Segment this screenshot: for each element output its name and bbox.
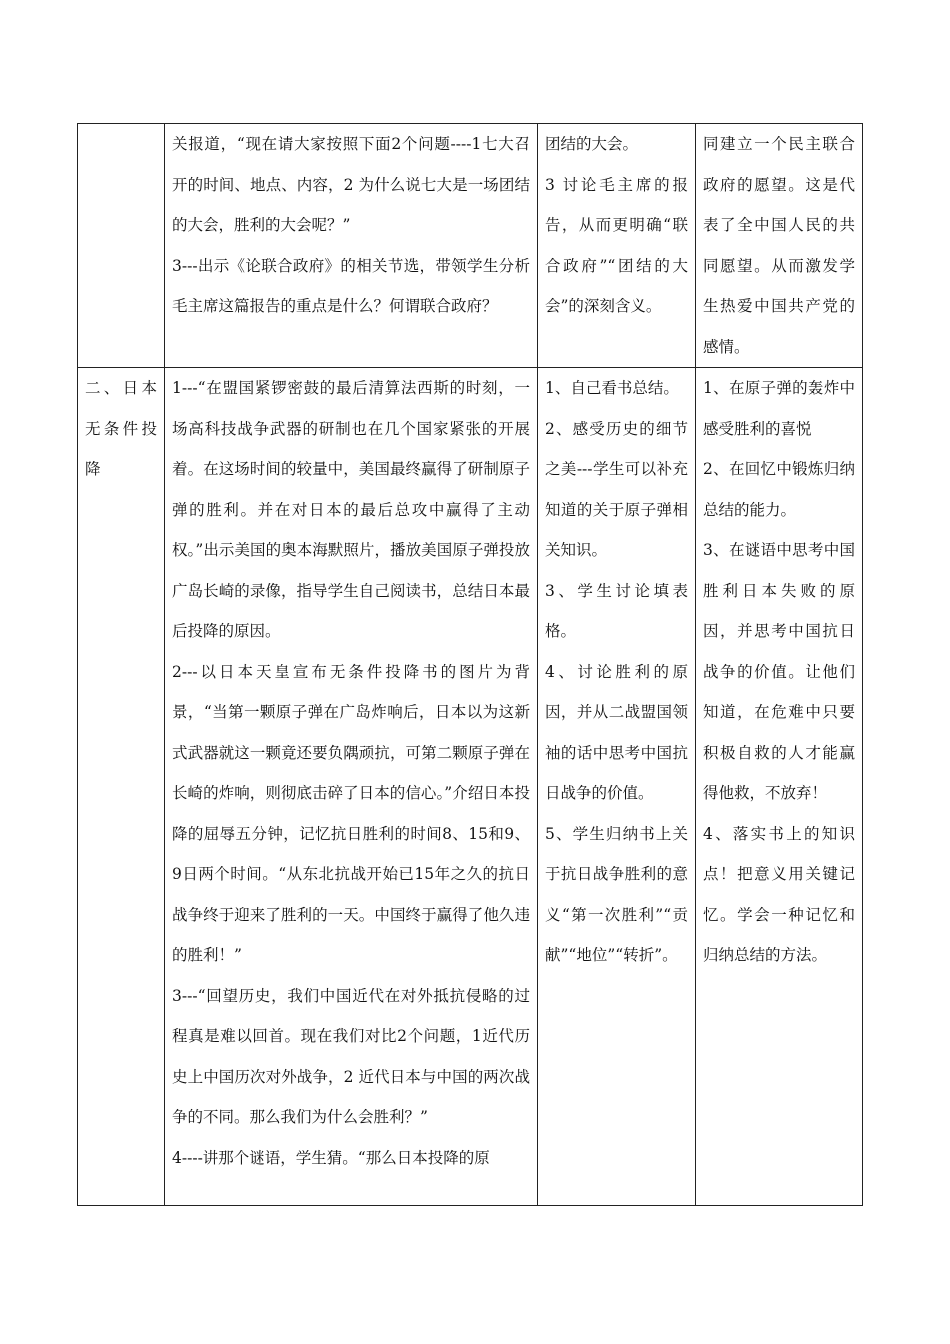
table-row xyxy=(78,368,863,1206)
teacher-paragraph: 关报道，“现在请大家按照下面2个问题----1七大召开的时间、地点、内容，2 为什么说七大是一场团结的大会，胜利的大会呢？” xyxy=(172,135,530,234)
purpose-paragraph: 4、落实书上的知识点！把意义用关键记忆。学会一种记忆和归纳总结的方法。 xyxy=(703,824,855,964)
student-paragraph: 1、自己看书总结。 xyxy=(545,379,679,397)
purpose-paragraph: 同建立一个民主联合政府的愿望。这是代表了全中国人民的共同愿望。从而激发学生热爱中国共产党的感情。 xyxy=(703,135,855,356)
purpose-paragraph: 2、在回忆中锻炼归纳总结的能力。 xyxy=(703,460,855,519)
teacher-paragraph: 1---“在盟国紧锣密鼓的最后清算法西斯的时刻，一场高科技战争武器的研制也在几个国家紧张的开展着。在这场时间的较量中，美国最终赢得了研制原子弹的胜利。并在对日本的最后总攻中赢得了主动权。”出示美国的奥本海默照片，播放美国原子弹投放广岛长崎的录像，指导学生自己阅读书，总结日本最后投降的原因。 xyxy=(172,379,530,640)
section-title: 二、日本无条件投降 xyxy=(85,379,157,478)
student-paragraph: 3、学生讨论填表格。 xyxy=(545,581,688,640)
student-paragraph: 4、讨论胜利的原因，并从二战盟国领袖的话中思考中国抗日战争的价值。 xyxy=(545,662,688,802)
design-purpose-cell xyxy=(696,124,863,368)
section-cell xyxy=(78,124,165,368)
student-paragraph: 5、学生归纳书上关于抗日战争胜利的意义“第一次胜利”“贡献”“地位”“转折”。 xyxy=(545,824,688,964)
design-purpose-cell xyxy=(696,368,863,1206)
teacher-paragraph: 4----讲那个谜语，学生猜。“那么日本投降的原 xyxy=(172,1148,490,1167)
lesson-plan-table xyxy=(77,123,863,1206)
teacher-paragraph: 3---出示《论联合政府》的相关节选，带领学生分析毛主席这篇报告的重点是什么？何谓联合政府？ xyxy=(172,256,530,315)
teacher-paragraph: 3---“回望历史，我们中国近代在对外抵抗侵略的过程真是难以回首。现在我们对比2个问题，1近代历史上中国历次对外战争，2 近代日本与中国的两次战争的不同。那么我们为什么会胜利？” xyxy=(172,986,530,1126)
table-row xyxy=(78,124,863,368)
student-activity-cell xyxy=(538,368,696,1206)
student-paragraph: 团结的大会。 xyxy=(545,135,639,153)
student-paragraph: 3 讨论毛主席的报告，从而更明确“联合政府”“团结的大会”的深刻含义。 xyxy=(545,175,688,315)
teacher-activity-cell xyxy=(165,368,538,1206)
purpose-paragraph: 3、在谜语中思考中国胜利日本失败的原因，并思考中国抗日战争的价值。让他们知道，在危难中只要积极自救的人才能赢得他救，不放弃！ xyxy=(703,541,855,802)
student-activity-cell xyxy=(538,124,696,368)
purpose-paragraph: 1、在原子弹的轰炸中感受胜利的喜悦 xyxy=(703,379,855,438)
student-paragraph: 2、感受历史的细节之美---学生可以补充知道的关于原子弹相关知识。 xyxy=(545,419,688,559)
teacher-activity-cell xyxy=(165,124,538,368)
section-cell xyxy=(78,368,165,1206)
teacher-paragraph: 2---以日本天皇宣布无条件投降书的图片为背景，“当第一颗原子弹在广岛炸响后，日本以为这新式武器就这一颗竟还要负隅顽抗，可第二颗原子弹在长崎的炸响，则彻底击碎了日本的信心。”介绍日本投降的屈辱五分钟，记忆抗日胜利的时间8、15和9、9日两个时间。“从东北抗战开始已15年之久的抗日战争终于迎来了胜利的一天。中国终于赢得了他久违的胜利！” xyxy=(172,662,530,964)
